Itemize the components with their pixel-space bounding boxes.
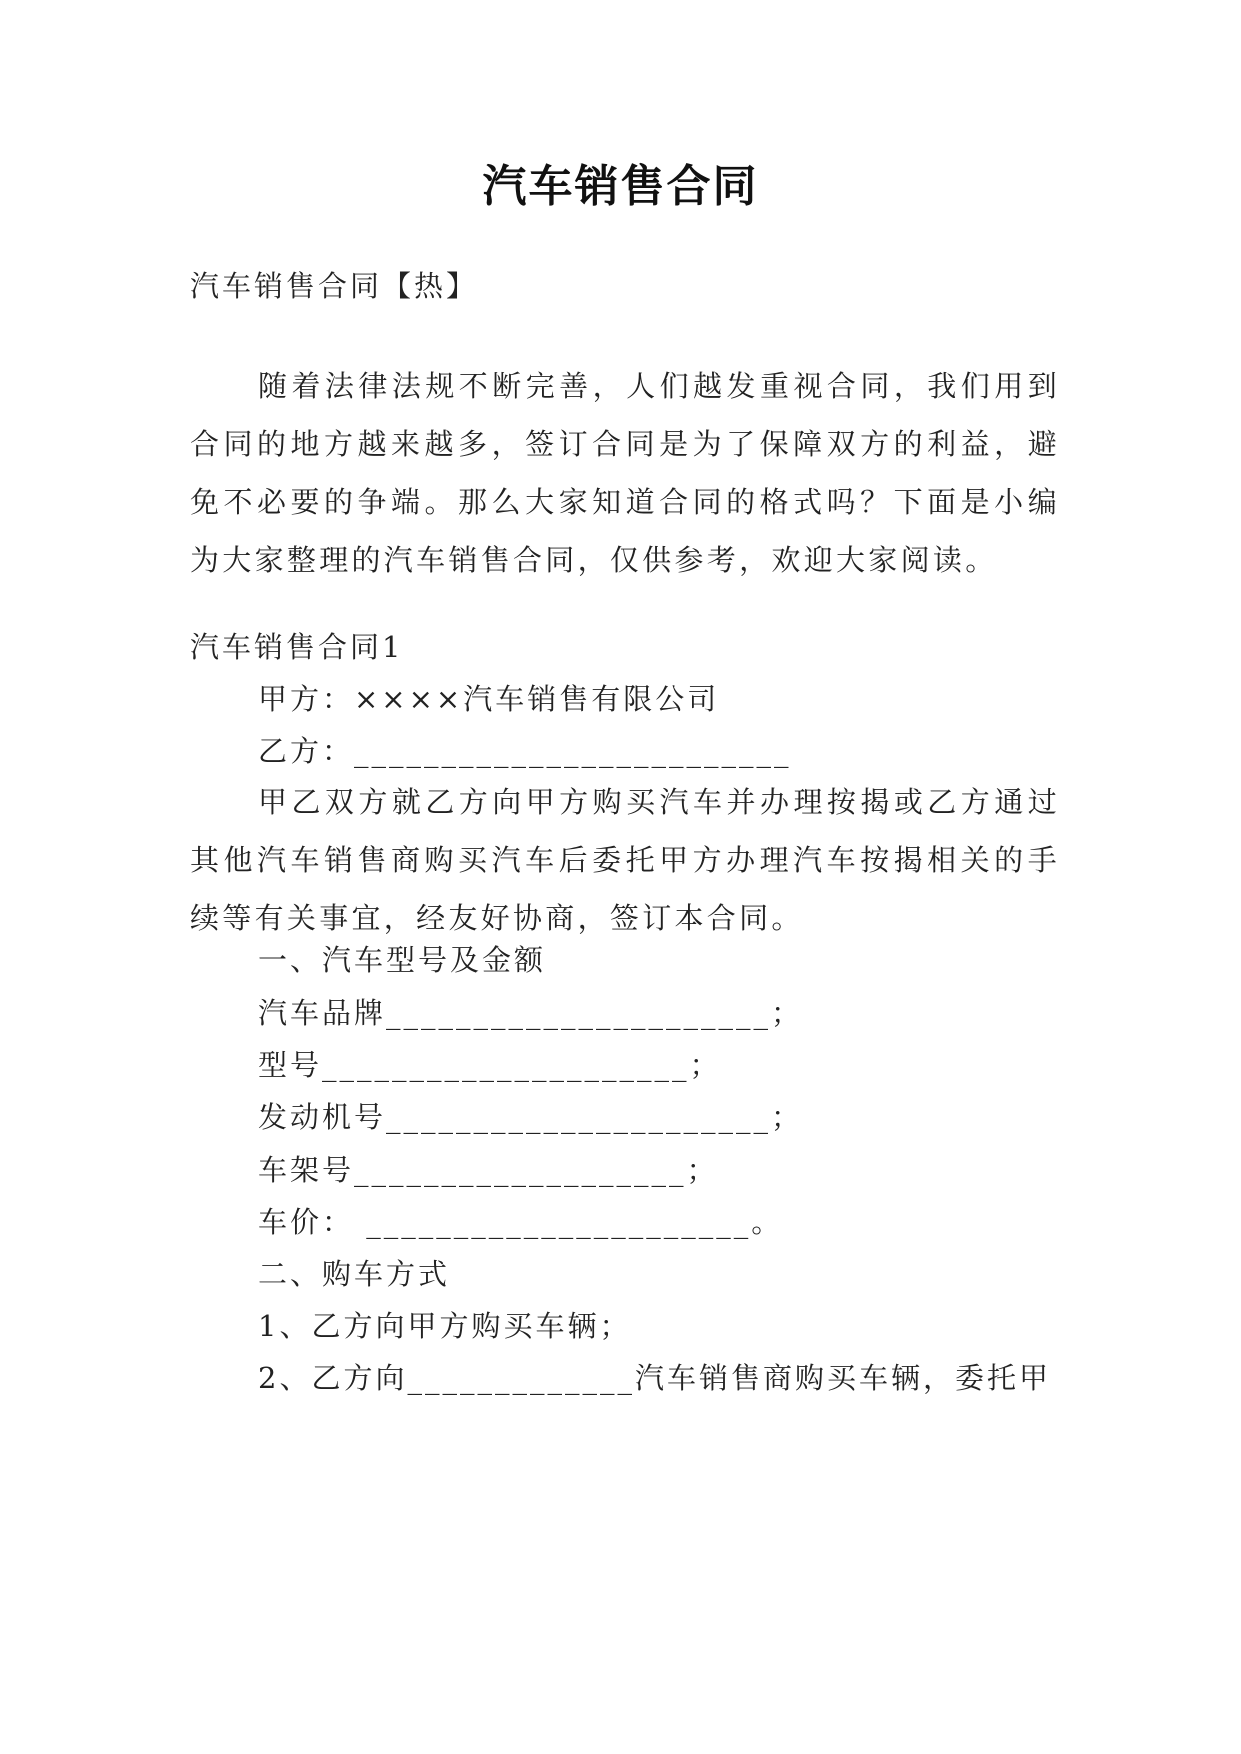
field-engine-number: 发动机号______________________； <box>258 1100 804 1134</box>
agreement-paragraph: 甲乙双方就乙方向甲方购买汽车并办理按揭或乙方通过其他汽车销售商购买汽车后委托甲方办理汽车按揭相关的手续等有关事宜，经友好协商，签订本合同。 <box>190 785 1060 935</box>
section-1-heading: 一、汽车型号及金额 <box>258 943 547 977</box>
party-b: 乙方：_________________________ <box>258 734 792 768</box>
purchase-method-2: 2、乙方向_____________汽车销售商购买车辆，委托甲 <box>258 1361 1051 1395</box>
document-title: 汽车销售合同 <box>482 161 759 212</box>
contract-heading: 汽车销售合同1 <box>190 630 404 664</box>
field-price: 车价： ______________________。 <box>258 1205 784 1239</box>
section-2-heading: 二、购车方式 <box>258 1257 451 1291</box>
intro-paragraph: 随着法律法规不断完善，人们越发重视合同，我们用到合同的地方越来越多，签订合同是为了保障双方的利益，避免不必要的争端。那么大家知道合同的格式吗？下面是小编为大家整理的汽车销售合同，仅供参考，欢迎大家阅读。 <box>190 369 1060 577</box>
document-subtitle: 汽车销售合同【热】 <box>190 269 479 303</box>
field-brand: 汽车品牌______________________； <box>258 996 804 1030</box>
purchase-method-1: 1、乙方向甲方购买车辆； <box>258 1309 632 1343</box>
field-frame-number: 车架号___________________； <box>258 1153 719 1187</box>
field-model: 型号_____________________； <box>258 1048 722 1082</box>
party-a: 甲方：××××汽车销售有限公司 <box>258 682 720 716</box>
